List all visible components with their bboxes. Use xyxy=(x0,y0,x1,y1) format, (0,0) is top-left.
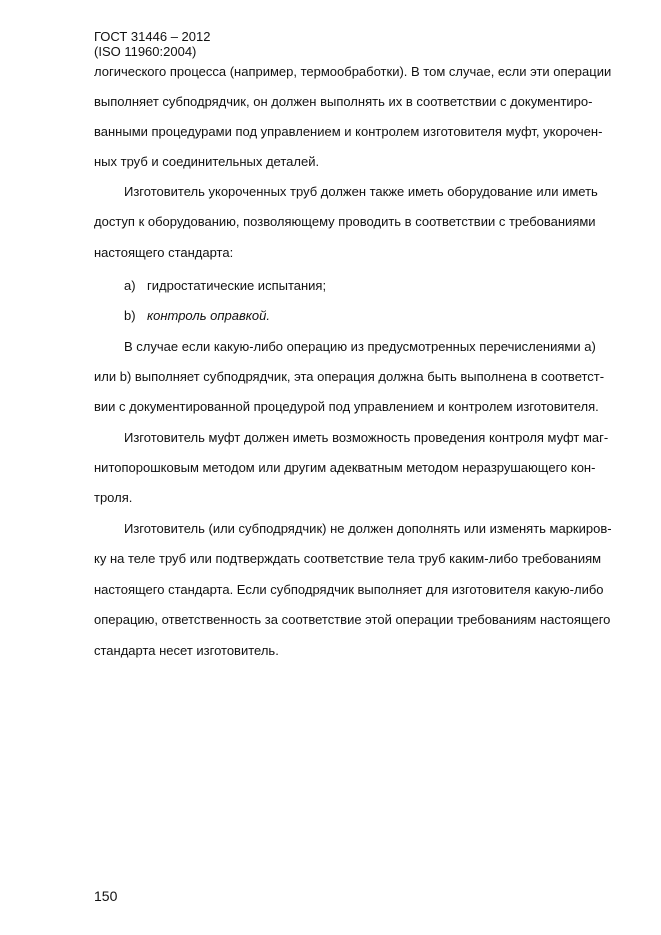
paragraph-line: троля. xyxy=(94,490,133,505)
paragraph-line: или b) выполняет субподрядчик, эта операция должна быть выполнена в соответст- xyxy=(94,369,605,384)
paragraph-line: стандарта несет изготовитель. xyxy=(94,643,279,658)
paragraph-line: ку на теле труб или подтверждать соответствие тела труб каким-либо требованиям xyxy=(94,551,602,566)
paragraph-line: настоящего стандарта. Если субподрядчик выполняет для изготовителя какую-либо xyxy=(94,582,604,597)
paragraph-line: Изготовитель (или субподрядчик) не должен дополнять или изменять маркиров- xyxy=(124,521,612,536)
paragraph-line: В случае если какую-либо операцию из предусмотренных перечислениями а) xyxy=(124,339,596,354)
page-number: 150 xyxy=(94,888,118,904)
list-item-text: контроль оправкой. xyxy=(147,308,270,323)
paragraph-line: доступ к оборудованию, позволяющему проводить в соответствии с требованиями xyxy=(94,214,596,229)
list-item-letter: b) xyxy=(124,308,136,323)
paragraph-line: ных труб и соединительных деталей. xyxy=(94,154,320,169)
paragraph-line: вии с документированной процедурой под управлением и контролем изготовителя. xyxy=(94,399,599,414)
paragraph-line: операцию, ответственность за соответствие этой операции требованиям настоящего xyxy=(94,612,611,627)
list-item-text: гидростатические испытания; xyxy=(147,278,327,293)
paragraph-line: ванными процедурами под управлением и контролем изготовителя муфт, укорочен- xyxy=(94,124,603,139)
paragraph-line: Изготовитель укороченных труб должен также иметь оборудование или иметь xyxy=(124,184,598,199)
paragraph-line: настоящего стандарта: xyxy=(94,245,234,260)
iso-reference: (ISO 11960:2004) xyxy=(94,44,197,59)
paragraph-line: выполняет субподрядчик, он должен выполнять их в соответствии с документиро- xyxy=(94,94,593,109)
standard-number: ГОСТ 31446 – 2012 xyxy=(94,29,211,44)
paragraph-line: нитопорошковым методом или другим адекватным методом неразрушающего кон- xyxy=(94,460,596,475)
paragraph-line: логического процесса (например, термообработки). В том случае, если эти операции xyxy=(94,64,612,79)
list-item-letter: а) xyxy=(124,278,136,293)
paragraph-line: Изготовитель муфт должен иметь возможность проведения контроля муфт маг- xyxy=(124,430,609,445)
